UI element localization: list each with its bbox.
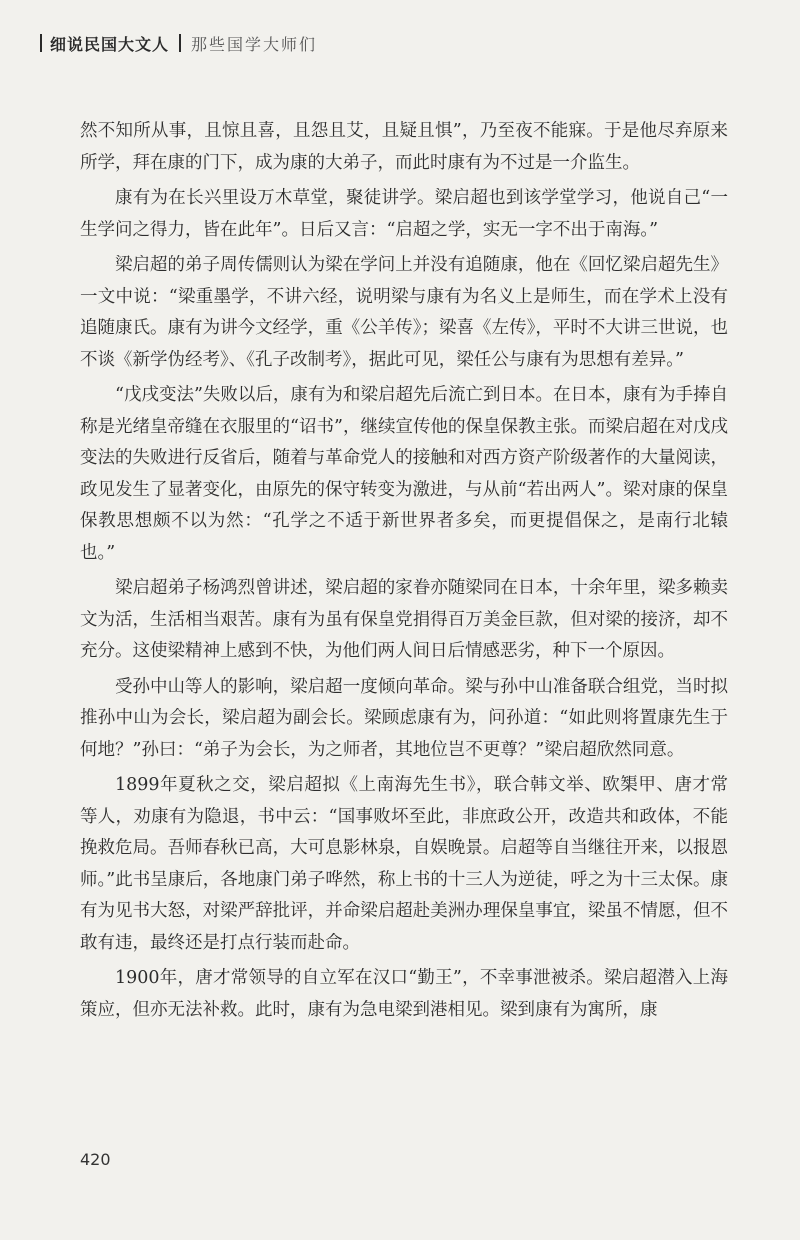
chapter-title: 那些国学大师们 [191,34,318,54]
header-divider [40,34,42,52]
paragraph: “戊戌变法”失败以后，康有为和梁启超先后流亡到日本。在日本，康有为手捧自称是光绪皇帝缝在衣服里的“诏书”，继续宣传他的保皇保教主张。而梁启超在对戊戌变法的失败进行反省后，随着与革命党人的接触和对西方资产阶级著作的大量阅读，政见发生了显著变化，由原先的保守转变为激进，与从前“若出两人”。梁对康的保皇保教思想颇不以为然：“孔学之不适于新世界者多矣，而更提倡保之，是南行北辕也。” [80,385,728,563]
paragraph: 受孙中山等人的影响，梁启超一度倾向革命。梁与孙中山准备联合组党，当时拟推孙中山为会长，梁启超为副会长。梁顾虑康有为，问孙道：“如此则将置康先生于何地？”孙曰：“弟子为会长，为之师者，其地位岂不更尊？”梁启超欣然同意。 [80,676,728,760]
paragraph: 1899年夏秋之交，梁启超拟《上南海先生书》，联合韩文举、欧榘甲、唐才常等人，劝康有为隐退，书中云：“国事败坏至此，非庶政公开，改造共和政体，不能挽救危局。吾师春秋已高，大可息影林泉，自娱晚景。启超等自当继往开来，以报恩师。”此书呈康后，各地康门弟子哗然，称上书的十三人为逆徒，呼之为十三太保。康有为见书大怒，对梁严辞批评，并命梁启超赴美洲办理保皇事宜，梁虽不情愿，但不敢有违，最终还是打点行装而赴命。 [80,775,728,953]
paragraph: 康有为在长兴里设万木草堂，聚徒讲学。梁启超也到该学堂学习，他说自己“一生学问之得力，皆在此年”。日后又言：“启超之学，实无一字不出于南海。” [80,188,728,240]
paragraph: 梁启超的弟子周传儒则认为梁在学问上并没有追随康，他在《回忆梁启超先生》一文中说：“梁重墨学，不讲六经，说明梁与康有为名义上是师生，而在学术上没有追随康氏。康有为讲今文经学，重《公羊传》；梁喜《左传》，平时不大讲三世说，也不谈《新学伪经考》、《孔子改制考》，据此可见，梁任公与康有为思想有差异。” [80,255,728,370]
paragraph: 然不知所从事，且惊且喜，且怨且艾，且疑且惧”，乃至夜不能寐。于是他尽弃原来所学，拜在康的门下，成为康的大弟子，而此时康有为不过是一介监生。 [80,121,728,173]
body-text [80,116,728,1030]
header-divider [179,34,181,52]
paragraph: 1900年，唐才常领导的自立军在汉口“勤王”，不幸事泄被杀。梁启超潜入上海策应，但亦无法补救。此时，康有为急电梁到港相见。梁到康有为寓所，康 [80,968,728,1020]
paragraph: 梁启超弟子杨鸿烈曾讲述，梁启超的家眷亦随梁同在日本，十余年里，梁多赖卖文为活，生活相当艰苦。康有为虽有保皇党捐得百万美金巨款，但对梁的接济，却不充分。这使梁精神上感到不快，为他们两人间日后情感恶劣，种下一个原因。 [80,578,728,661]
page-number: 420 [80,1150,111,1169]
book-title: 细说民国大文人 [50,34,170,54]
running-header [40,30,317,56]
